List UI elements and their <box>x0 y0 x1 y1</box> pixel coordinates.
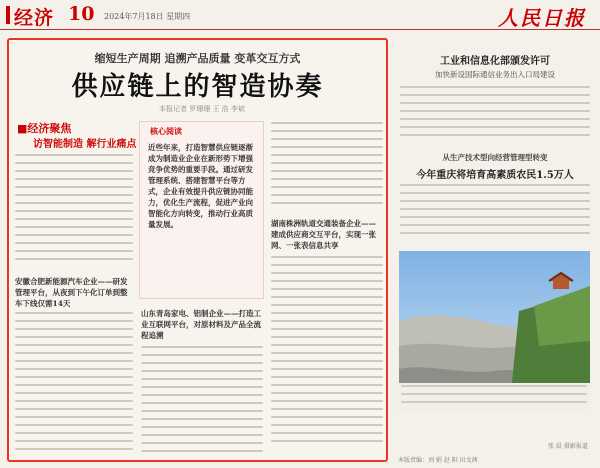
body-text-col1b <box>15 312 133 462</box>
right-body-2 <box>400 184 590 244</box>
article-byline: 本报记者 罗珊珊 王 浩 李斌 <box>159 105 245 113</box>
page-header <box>0 0 600 30</box>
feature-tag-text: 经济聚焦 <box>27 122 72 135</box>
core-reading-title: 核心阅读 <box>150 126 182 136</box>
photo-credit: 张 晨 摄影报道 <box>548 443 588 450</box>
core-reading-text: 近些年来，打造智慧供应链逐渐成为制造业企业在新形势下增强竞争优势的重要手段。通过研发管理系统、搭建智慧平台等方式，企业有效提升供应链协同能力，优化生产流程，促进产业向智能化方向转变，推动行业高质量发展。 <box>148 143 253 229</box>
right-title-2[interactable]: 从生产技术型向经营管理型转变 <box>442 153 548 162</box>
section-marker <box>6 6 10 24</box>
subhead-anhui: 安徽合肥新能源汽车企业——研发管理平台，从夜到下午化订单到整车下线仅需14天 <box>15 277 128 308</box>
page-editors: 本版责编：刘 娟 赵 阳 田文茜 <box>398 457 478 464</box>
body-text-col3b <box>271 256 383 462</box>
page-number: 10 <box>68 3 95 25</box>
right-title-1[interactable]: 工业和信息化部颁发许可 <box>440 56 550 67</box>
issue-date: 2024年7月18日 星期四 <box>104 12 191 21</box>
right-subtitle-1: 加快新设国际通信业务出入口局建设 <box>435 70 555 79</box>
body-text-col2 <box>141 346 263 462</box>
body-text-col3a <box>271 122 383 214</box>
section-name: 经济 <box>14 7 55 29</box>
body-text-col1a <box>15 154 133 270</box>
subhead-hunan: 湖南株洲轨道交通装备企业——建成供应商交互平台，实现一张网、一张表信息共享 <box>271 219 376 250</box>
feature-tag <box>17 120 71 136</box>
photo-caption <box>401 385 587 411</box>
subhead-shandong: 山东青岛家电、铝制企业——打造工业互联网平台，对原材料及产品全流程追溯 <box>141 309 261 340</box>
right-title-3[interactable]: 今年重庆将培育高素质农民1.5万人 <box>416 170 574 181</box>
article-kicker: 缩短生产周期 追溯产品质量 变革交互方式 <box>94 52 301 65</box>
landscape-photo[interactable] <box>399 251 590 413</box>
main-article[interactable] <box>7 38 388 462</box>
right-body-1 <box>400 86 590 144</box>
feature-tag-icon: ■ <box>17 122 28 135</box>
newspaper-logo: 人民日报 <box>498 6 586 30</box>
article-headline: 供应链上的智造协奏 <box>71 72 324 102</box>
core-reading-box <box>139 121 264 299</box>
feature-subtitle: 访智能制造 解行业痛点 <box>33 139 137 150</box>
